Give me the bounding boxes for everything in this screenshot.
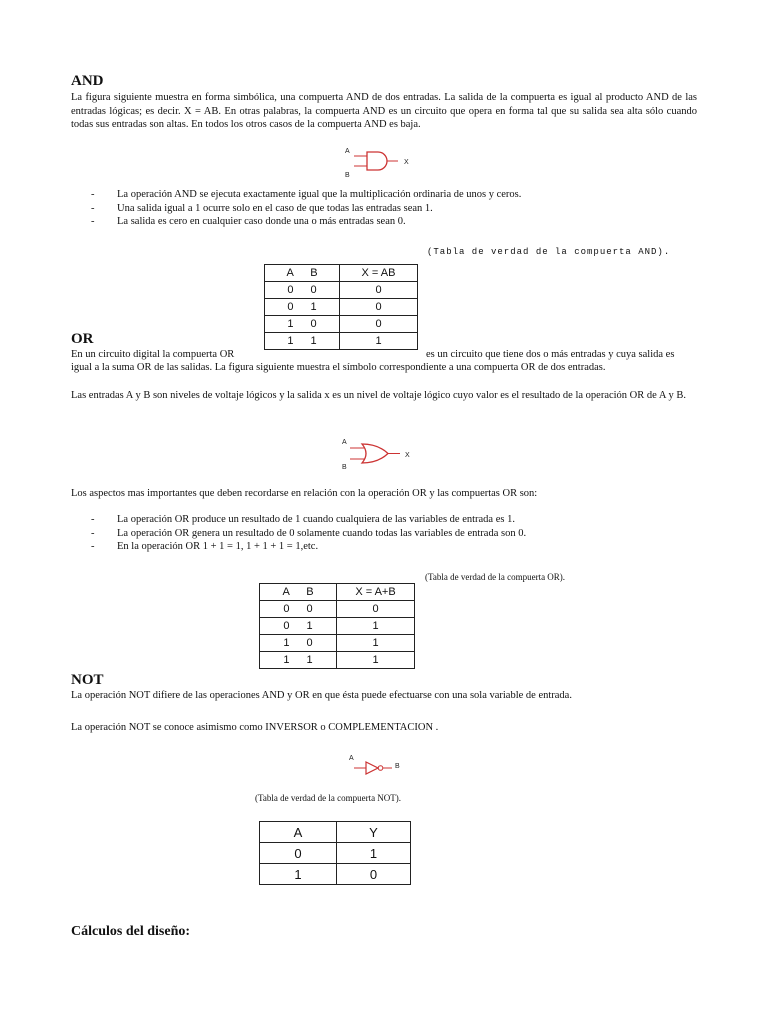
table-header-cell: A B bbox=[260, 584, 337, 601]
and-heading: AND bbox=[71, 73, 104, 89]
not-gate-input-label: A bbox=[349, 755, 354, 762]
table-header-cell: A bbox=[260, 822, 337, 843]
table-row bbox=[260, 635, 415, 652]
or-heading: OR bbox=[71, 331, 94, 347]
table-cell: 0 0 bbox=[265, 282, 340, 299]
or-intro: Los aspectos mas importantes que deben recordarse en relación con la operación OR y las compuertas OR son: bbox=[71, 488, 538, 499]
list-item: - Una salida igual a 1 ocurre solo en el caso de que todas las entradas sean 1. bbox=[71, 202, 711, 216]
and-gate-input-b-label: B bbox=[345, 172, 350, 178]
or-gate-input-b-label: B bbox=[342, 464, 347, 470]
table-cell: 1 bbox=[340, 333, 418, 350]
table-row bbox=[260, 864, 411, 885]
list-item: - La salida es cero en cualquier caso donde una o más entradas sean 0. bbox=[71, 215, 711, 229]
not-gate-symbol bbox=[346, 752, 406, 780]
table-cell: 0 bbox=[340, 299, 418, 316]
table-cell: 0 bbox=[340, 282, 418, 299]
not-heading: NOT bbox=[71, 672, 104, 688]
table-cell: 1 1 bbox=[265, 333, 340, 350]
list-item: - La operación OR genera un resultado de 0 solamente cuando todas las variables de entrada son 0. bbox=[71, 527, 711, 541]
or-paragraph-2: Las entradas A y B son niveles de voltaje lógicos y la salida x es un nivel de voltaje lógico cuyo valor es el resultado de la operación OR de A y B. bbox=[71, 390, 686, 401]
or-truth-table bbox=[259, 583, 415, 669]
and-gate-output-label: X bbox=[404, 159, 409, 166]
table-header-cell: A B bbox=[265, 265, 340, 282]
not-gate-output-label: B bbox=[395, 763, 400, 770]
or-gate-input-a-label: A bbox=[342, 439, 347, 446]
not-paragraph-1: La operación NOT difiere de las operaciones AND y OR en que ésta puede efectuarse con una sola variable de entrada. bbox=[71, 690, 572, 701]
table-cell: 0 1 bbox=[260, 618, 337, 635]
table-cell: 0 bbox=[337, 601, 415, 618]
or-paragraph-rest: igual a la suma OR de las salidas. La figura siguiente muestra el símbolo correspondiente a una compuerta OR de dos entradas. bbox=[71, 362, 606, 373]
or-paragraph-start: En un circuito digital la compuerta OR bbox=[71, 349, 235, 360]
design-calculations-heading: Cálculos del diseño: bbox=[71, 924, 191, 939]
table-row bbox=[260, 601, 415, 618]
or-gate-output-label: X bbox=[405, 452, 410, 459]
table-header-cell: Y bbox=[337, 822, 411, 843]
table-cell: 0 0 bbox=[260, 601, 337, 618]
table-cell: 1 bbox=[337, 618, 415, 635]
table-row bbox=[260, 618, 415, 635]
and-bullet-list bbox=[71, 188, 711, 229]
table-header-row bbox=[265, 265, 418, 282]
and-gate-input-a-label: A bbox=[345, 148, 350, 155]
table-cell: 0 1 bbox=[265, 299, 340, 316]
table-cell: 1 bbox=[260, 864, 337, 885]
and-table-caption: (Tabla de verdad de la compuerta AND). bbox=[427, 247, 671, 257]
table-cell: 1 bbox=[337, 635, 415, 652]
table-cell: 0 bbox=[337, 864, 411, 885]
and-truth-table bbox=[264, 264, 418, 350]
table-cell: 0 bbox=[260, 843, 337, 864]
or-paragraph-mid: es un circuito que tiene dos o más entradas y cuya salida es bbox=[426, 349, 675, 360]
list-item: - En la operación OR 1 + 1 = 1, 1 + 1 + 1 = 1,etc. bbox=[71, 540, 711, 554]
table-row bbox=[265, 333, 418, 350]
table-cell: 1 bbox=[337, 652, 415, 669]
not-table-caption: (Tabla de verdad de la compuerta NOT). bbox=[255, 793, 402, 803]
table-header-cell: X = AB bbox=[340, 265, 418, 282]
table-row bbox=[265, 282, 418, 299]
table-cell: 1 0 bbox=[260, 635, 337, 652]
table-header-cell: X = A+B bbox=[337, 584, 415, 601]
table-row bbox=[265, 316, 418, 333]
or-table-caption: (Tabla de verdad de la compuerta OR). bbox=[425, 572, 566, 582]
table-cell: 1 0 bbox=[265, 316, 340, 333]
or-bullet-list bbox=[71, 513, 711, 554]
or-gate-symbol bbox=[340, 436, 416, 470]
table-row bbox=[260, 652, 415, 669]
list-item: - La operación AND se ejecuta exactamente igual que la multiplicación ordinaria de unos y ceros. bbox=[71, 188, 711, 202]
table-cell: 0 bbox=[340, 316, 418, 333]
not-paragraph-2: La operación NOT se conoce asimismo como INVERSOR o COMPLEMENTACION . bbox=[71, 722, 439, 733]
and-paragraph: La figura siguiente muestra en forma simbólica, una compuerta AND de dos entradas. La salida de la compuerta es igual al producto AND de las entradas lógicas; es decir. X = AB. En otras palabras, la compuerta AND es un circuito que opera en forma tal que su salida sea alta sólo cuando todas sus entradas son altas. En todos los otros casos de la compuerta AND es baja. bbox=[71, 92, 697, 130]
table-row bbox=[260, 843, 411, 864]
and-gate-symbol bbox=[342, 144, 414, 178]
table-header-row bbox=[260, 822, 411, 843]
not-truth-table bbox=[259, 821, 411, 885]
table-header-row bbox=[260, 584, 415, 601]
table-row bbox=[265, 299, 418, 316]
list-item: - La operación OR produce un resultado de 1 cuando cualquiera de las variables de entrada es 1. bbox=[71, 513, 711, 527]
table-cell: 1 1 bbox=[260, 652, 337, 669]
table-cell: 1 bbox=[337, 843, 411, 864]
